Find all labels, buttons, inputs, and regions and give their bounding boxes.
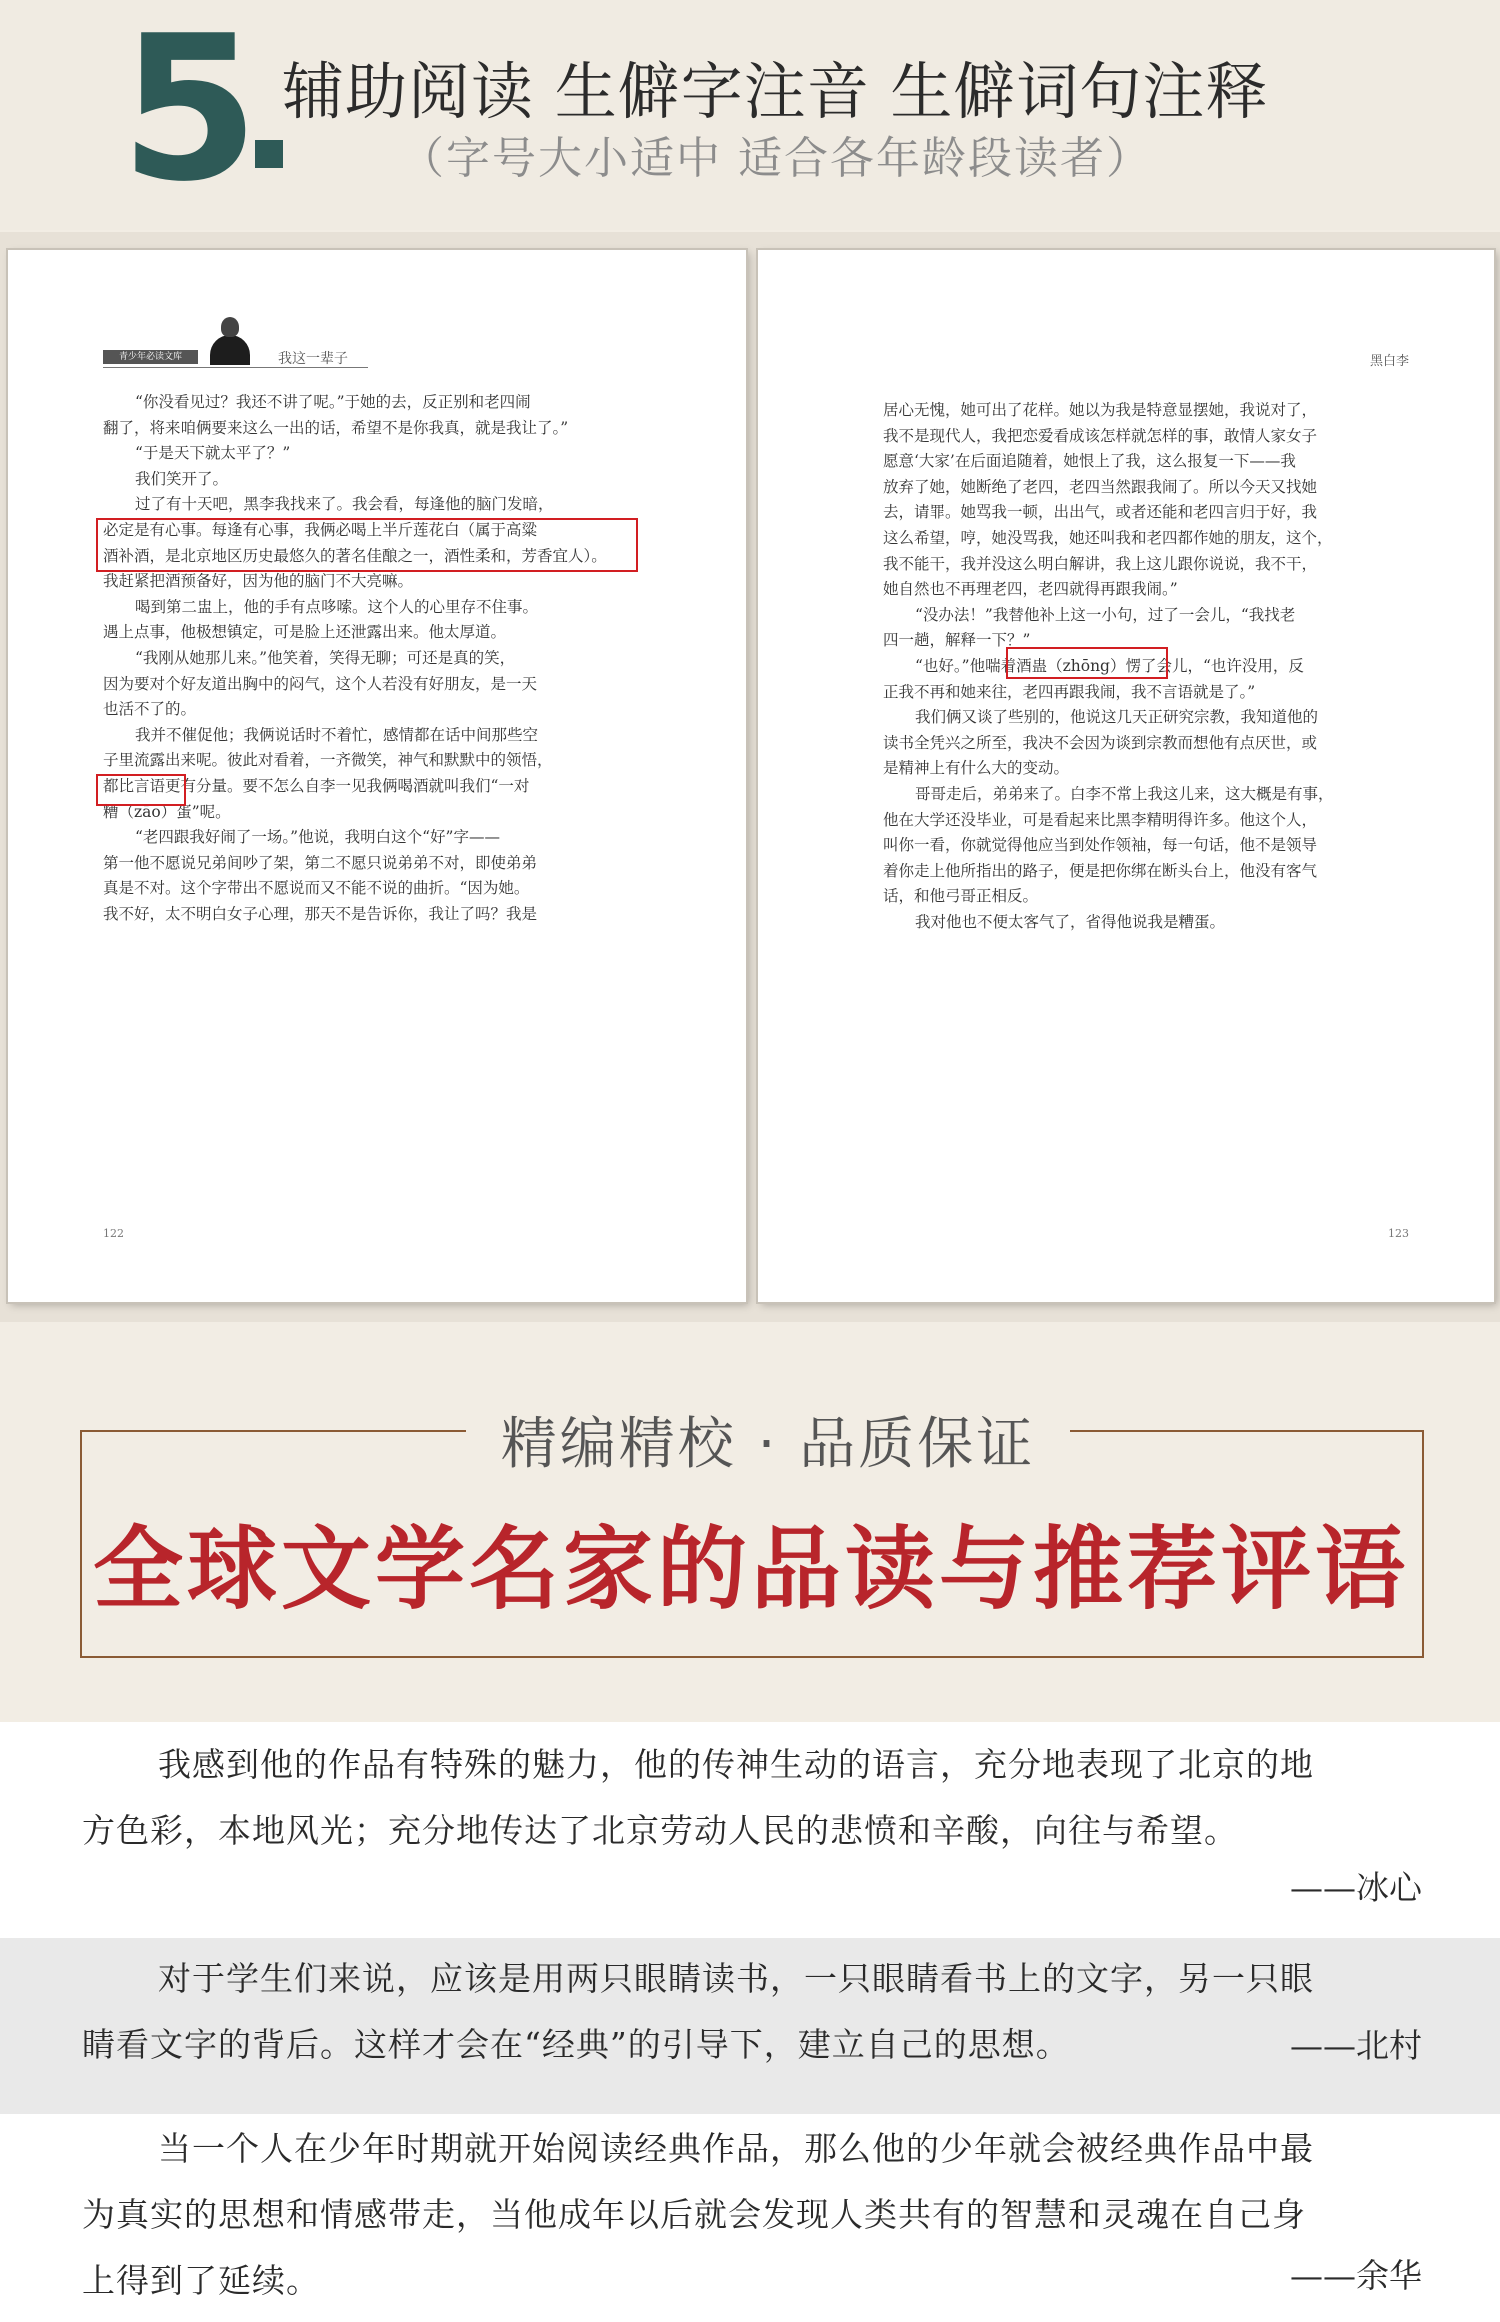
- text-line: “也好。”他喘着酒蛊（zhōng）愣了会儿，“也许没用，反: [915, 656, 1304, 675]
- author-portrait: [210, 317, 250, 365]
- annotation-highlight-box: [96, 774, 186, 806]
- book-page-left: [8, 250, 746, 1302]
- text-line: 正我不再和她来往，老四再跟我闹，我不言语就是了。”: [883, 682, 1256, 701]
- text-line: 都比言语更有分量。要不怎么自李一见我俩喝酒就叫我们“一对: [103, 776, 530, 795]
- text-line: 必定是有心事。每逢有心事，我俩必喝上半斤莲花白（属于高粱: [103, 520, 538, 539]
- page-text-left: [103, 390, 633, 927]
- quote-line: 当一个人在少年时期就开始阅读经典作品，那么他的少年就会被经典作品中最: [158, 2129, 1314, 2168]
- feature-number: 5: [120, 0, 254, 226]
- text-line: 这么希望，哼，她没骂我，她还叫我和老四都作她的朋友，这个，: [883, 528, 1333, 547]
- text-line: “我刚从她那儿来。”他笑着，笑得无聊；可还是真的笑，: [135, 648, 516, 667]
- feature-header: [0, 0, 1500, 230]
- page-number-left: 122: [103, 1227, 124, 1240]
- series-chip: 青少年必读文库: [103, 350, 198, 364]
- quote-line: 对于学生们来说，应该是用两只眼睛读书，一只眼睛看书上的文字，另一只眼: [158, 1959, 1314, 1998]
- quote-text: [82, 1946, 1422, 2078]
- annotation-highlight-box: [96, 518, 638, 572]
- annotation-highlight-box: [1006, 647, 1168, 679]
- text-line: “于是天下就太平了？”: [135, 444, 291, 463]
- text-line: 我不能干，我并没这么明白解讲，我上这儿跟你说说，我不干，: [883, 554, 1318, 573]
- text-line: 也活不了的。: [103, 700, 197, 719]
- text-line: 她自然也不再理老四，老四就得再跟我闹。”: [883, 580, 1178, 599]
- text-line: 叫你一看，你就觉得他应当到处作领袖，每一句话，他不是领导: [883, 836, 1318, 855]
- text-line: “你没看见过？我还不讲了呢。”于她的去，反正别和老四闹: [135, 393, 531, 411]
- quote-text: [82, 2116, 1422, 2314]
- quote-line: 为真实的思想和情感带走，当他成年以后就会发现人类共有的智慧和灵魂在自己身: [82, 2195, 1306, 2234]
- quote-block: [0, 2114, 1500, 2322]
- page-number-right: 123: [1388, 1227, 1409, 1240]
- text-line: 遇上点事，他极想镇定，可是脸上还泄露出来。他太厚道。: [103, 623, 507, 642]
- quote-line: 上得到了延续。: [82, 2261, 320, 2300]
- text-line: 我不是现代人，我把恋爱看成该怎样就怎样的事，敢情人家女子: [883, 426, 1318, 445]
- text-line: 我不好，太不明白女子心理，那天不是告诉你，我让了吗？我是: [103, 904, 538, 923]
- text-line: 放弃了她，她断绝了老四，老四当然跟我闹了。所以今天又找她: [883, 477, 1318, 496]
- text-line: 子里流露出来呢。彼此对看着，一齐微笑，神气和默默中的领悟，: [103, 751, 553, 770]
- feature-subtitle: （字号大小适中 适合各年龄段读者）: [400, 133, 1152, 184]
- text-line: 酒补酒，是北京地区历史最悠久的著名佳酿之一，酒性柔和，芳香宜人）。: [103, 546, 607, 565]
- quote-block: [0, 1938, 1500, 2114]
- text-line: 愿意‘大家’在后面追随着，她恨上了我，这么报复一下——我: [883, 452, 1296, 471]
- quotes-section: [0, 1722, 1500, 2322]
- page-header-left: [103, 345, 368, 367]
- text-line: “没办法！”我替他补上这一小句，过了一会儿，“我找老: [915, 605, 1296, 624]
- header-rule: [103, 367, 368, 368]
- text-line: 我并不催促他；我俩说话时不着忙，感情都在话中间那些空: [135, 725, 539, 744]
- quote-block: [0, 1722, 1500, 1938]
- text-line: 是精神上有什么大的变动。: [883, 759, 1070, 778]
- text-line: 去，请罪。她骂我一顿，出出气，或者还能和老四言归于好，我: [883, 503, 1318, 522]
- quote-author: ——余华: [1290, 2256, 1422, 2295]
- text-line: 哥哥走后，弟弟来了。白李不常上我这儿来，这大概是有事，: [915, 784, 1334, 803]
- quote-line: 睛看文字的背后。这样才会在“经典”的引导下，建立自己的思想。: [82, 2025, 1070, 2064]
- text-line: 他在大学还没毕业，可是看起来比黑李精明得许多。他这个人，: [883, 810, 1318, 829]
- text-line: 我们俩又谈了些别的，他说这几天正研究宗教，我知道他的: [915, 708, 1319, 727]
- banner-subtitle: 精编精校 · 品质保证: [500, 1412, 1036, 1477]
- feature-number-dot: [255, 140, 283, 168]
- quote-author: ——冰心: [1290, 1868, 1422, 1907]
- book-page-right: [758, 250, 1494, 1302]
- feature-title: 辅助阅读 生僻字注音 生僻词句注释: [282, 55, 1269, 128]
- running-head-left: 我这一辈子: [278, 351, 348, 367]
- text-line: 着你走上他所指出的路子，便是把你绑在断头台上，他没有客气: [883, 861, 1318, 880]
- quote-author: ——北村: [1290, 2026, 1422, 2065]
- text-line: 糟（zāo）蛋”呢。: [103, 802, 231, 821]
- quote-text: [82, 1732, 1422, 1864]
- text-line: 读书全凭兴之所至，我决不会因为谈到宗教而想他有点厌世，或: [883, 733, 1318, 752]
- quote-line: 我感到他的作品有特殊的魅力，他的传神生动的语言，充分地表现了北京的地: [158, 1745, 1314, 1784]
- banner-title: 全球文学名家的品读与推荐评语: [93, 1517, 1409, 1622]
- text-line: 我赶紧把酒预备好，因为他的脑门不大亮嘛。: [103, 572, 414, 591]
- quote-line: 方色彩，本地风光；充分地传达了北京劳动人民的悲愤和辛酸，向往与希望。: [82, 1811, 1238, 1850]
- text-line: 喝到第二盅上，他的手有点哆嗦。这个人的心里存不住事。: [135, 597, 539, 616]
- text-line: 四一趟，解释一下？”: [883, 631, 1031, 650]
- text-line: 我们笑开了。: [135, 469, 229, 488]
- text-line: 真是不对。这个字带出不愿说而又不能不说的曲折。“因为她。: [103, 879, 530, 898]
- running-head-right: 黑白李: [1369, 354, 1409, 369]
- text-line: 话，和他弓哥正相反。: [883, 887, 1039, 906]
- text-line: 翻了，将来咱俩要来这么一出的话，希望不是你我真，就是我让了。”: [103, 418, 569, 437]
- text-line: 过了有十天吧，黑李我找来了。我会看，每逢他的脑门发暗，: [135, 495, 554, 514]
- text-line: 居心无愧，她可出了花样。她以为我是特意显摆她，我说对了，: [883, 401, 1318, 419]
- text-line: 我对他也不便太客气了，省得他说我是糟蛋。: [915, 912, 1226, 931]
- text-line: 因为要对个好友道出胸中的闷气，这个人若没有好朋友，是一天: [103, 674, 538, 693]
- text-line: “老四跟我好闹了一场。”他说，我明白这个“好”字——: [135, 828, 500, 847]
- text-line: 第一他不愿说兄弟间吵了架，第二不愿只说弟弟不对，即使弟弟: [103, 853, 538, 872]
